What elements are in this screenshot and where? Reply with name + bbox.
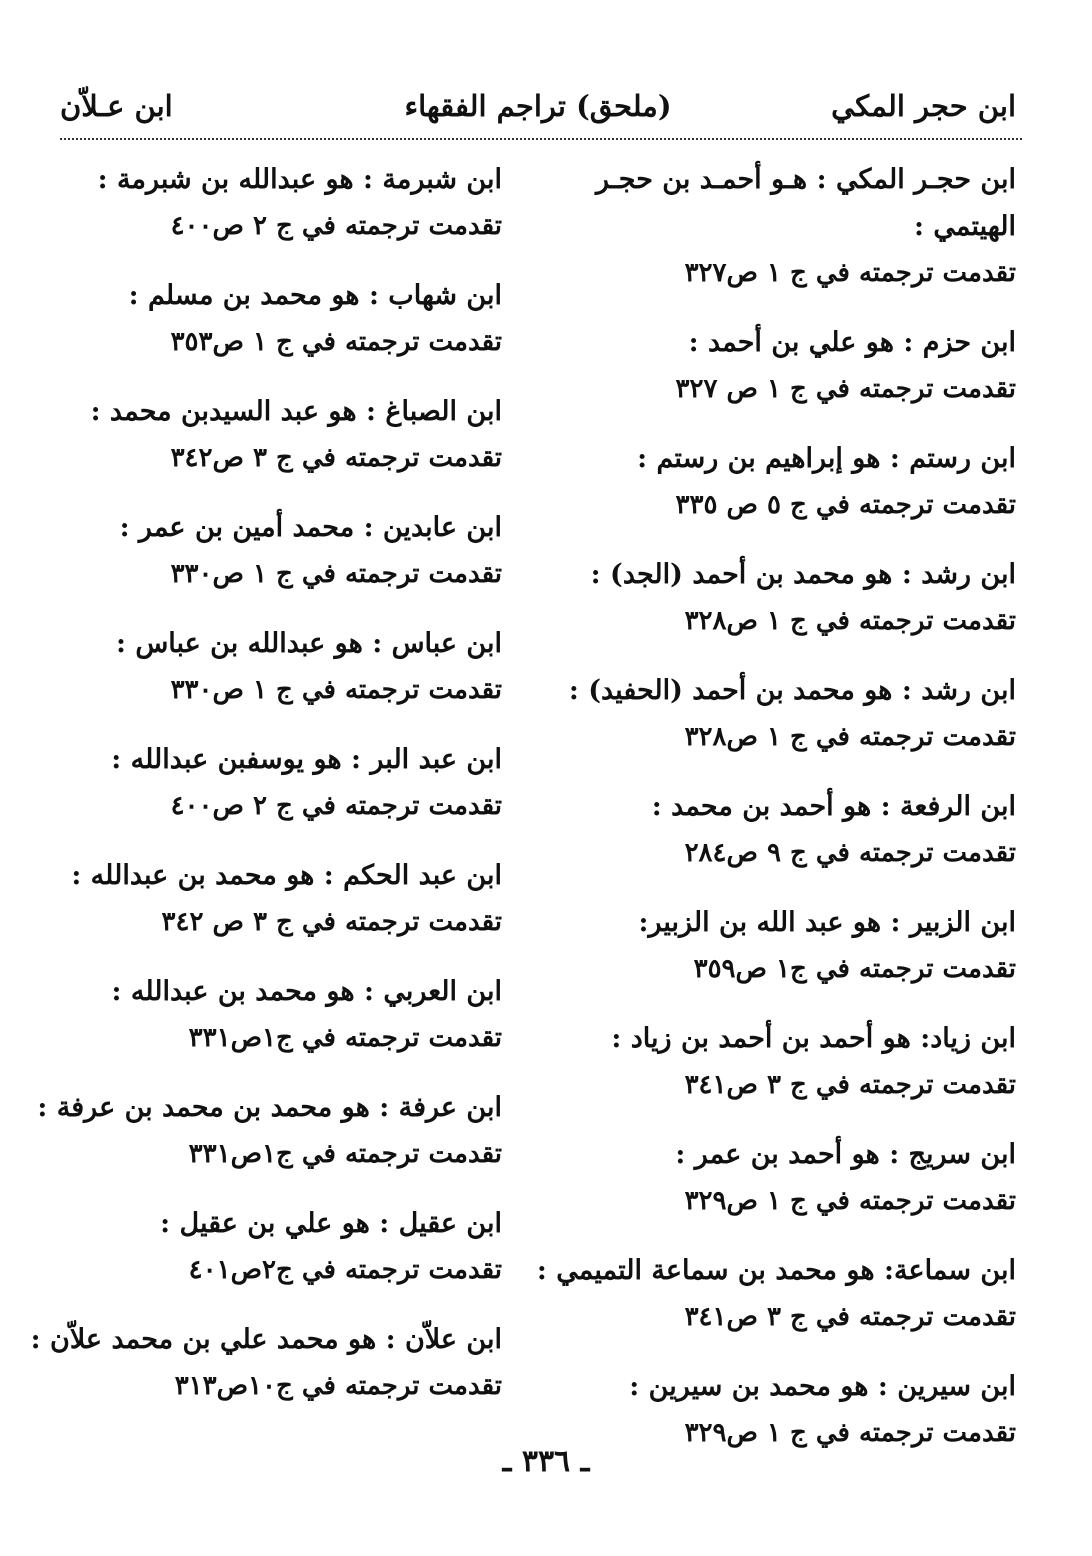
entry-desc: هو محمد بن مسلم : [128, 280, 360, 311]
entry-reference: تقدمت ترجمته في ج ٣ ص٣٤١ [684, 1302, 1016, 1332]
entry-name: ابن رشد : [901, 559, 1016, 590]
entry-reference: تقدمت ترجمته في ج١٠ص٣١٣ [174, 1371, 502, 1401]
entry-reference: تقدمت ترجمته في ج١ص٣٣١ [188, 1023, 502, 1053]
entry-desc: هو عبد الله بن الزبير: [638, 907, 882, 938]
entry-ibn-al-rifah [570, 783, 1016, 877]
entry-reference: تقدمت ترجمته في ج ١ ص ٣٢٧ [675, 374, 1016, 404]
entry-reference: تقدمت ترجمته في ج٢ص٤٠١ [188, 1255, 502, 1285]
entry-desc: هو محمد بن عبدالله : [71, 860, 315, 891]
entry-desc: هـو أحمـد بن حجـر [595, 164, 808, 195]
entry-reference: تقدمت ترجمته في ج ٢ ص٤٠٠ [170, 211, 502, 241]
entry-reference: تقدمت ترجمته في ج ٣ ص٣٤٢ [170, 443, 502, 473]
page-number: ـ ٣٣٦ ـ [502, 1444, 590, 1479]
entry-ibn-hazm [570, 319, 1016, 413]
entry-desc: هو علي بن أحمد : [688, 327, 894, 358]
entry-ibn-shubruma [62, 156, 502, 250]
entry-name: ابن سريج : [889, 1139, 1016, 1170]
entry-name: ابن رشد : [901, 675, 1016, 706]
entry-desc: هو عبدالله بن عباس : [115, 628, 363, 659]
entry-name: ابن الرفعة : [880, 791, 1016, 822]
entry-name: ابن عقيل : [379, 1208, 502, 1239]
entry-reference: تقدمت ترجمته في ج ٥ ص ٣٣٥ [675, 490, 1016, 520]
entry-ibn-abd-al-hakam [62, 852, 502, 946]
entry-desc: هو يوسفبن عبدالله : [111, 744, 342, 775]
entry-desc: هو محمد بن أحمد (الحفيد) : [568, 675, 893, 706]
entry-ibn-rustam [570, 435, 1016, 529]
entry-name: ابن رستم : [889, 443, 1016, 474]
entry-reference: تقدمت ترجمته في ج ١ ص٣٣٠ [170, 675, 502, 705]
entry-desc: هو محمد بن سماعة التميمي : [536, 1255, 875, 1286]
entry-desc: هو أحمد بن أحمد بن زياد : [611, 1023, 911, 1054]
entry-ibn-rushd-grandson [570, 667, 1016, 761]
entry-name: ابن شبرمة : [363, 164, 502, 195]
entry-ibn-sirin [570, 1363, 1016, 1457]
entry-desc: هو محمد بن محمد بن عرفة : [37, 1092, 370, 1123]
entry-reference: تقدمت ترجمته في ج ١ ص٣٢٩ [684, 1418, 1016, 1448]
page-header [60, 84, 1016, 128]
entry-desc: هو علي بن عقيل : [160, 1208, 370, 1239]
entry-name: ابن سيرين : [877, 1371, 1016, 1402]
entry-name: ابن شهاب : [368, 280, 502, 311]
entry-reference: تقدمت ترجمته في ج ١ ص٣٢٨ [684, 722, 1016, 752]
entry-reference: تقدمت ترجمته في ج ١ ص٣٢٩ [684, 1186, 1016, 1216]
entry-desc: هو إبراهيم بن رستم : [637, 443, 881, 474]
entry-name: ابن عابدين : [363, 512, 502, 543]
entry-name: ابن حجـر المكي : [816, 164, 1016, 195]
entry-ibn-aqil [62, 1200, 502, 1294]
entry-ibn-hajar [570, 156, 1016, 297]
entry-reference: تقدمت ترجمته في ج١ ص٣٥٩ [693, 954, 1016, 984]
entry-reference: تقدمت ترجمته في ج ١ ص٣٣٠ [170, 559, 502, 589]
entry-desc: هو محمد بن عبدالله : [111, 976, 355, 1007]
entry-reference: تقدمت ترجمته في ج ١ ص٣٥٣ [170, 327, 502, 357]
entry-ibn-abbas [62, 620, 502, 714]
entry-desc: محمد أمين بن عمر : [119, 512, 355, 543]
entry-desc: هو محمد علي بن محمد علاّن : [30, 1324, 377, 1355]
entry-ibn-al-arabi [62, 968, 502, 1062]
entry-reference: تقدمت ترجمته في ج ٩ ص٢٨٤ [684, 838, 1016, 868]
entry-name: ابن عرفة : [379, 1092, 502, 1123]
entry-desc: هو عبدالله بن شبرمة : [97, 164, 354, 195]
entry-name: ابن حزم : [903, 327, 1016, 358]
entry-name: ابن عبد البر : [351, 744, 502, 775]
entry-reference: تقدمت ترجمته في ج ٣ ص ٣٤٢ [161, 907, 502, 937]
entry-name: ابن الزبير : [890, 907, 1016, 938]
entry-name: ابن العربي : [363, 976, 502, 1007]
entry-ibn-al-zubayr [570, 899, 1016, 993]
entry-desc: هو عبد السيدبن محمد : [90, 396, 357, 427]
entry-desc: هو أحمد بن محمد : [651, 791, 872, 822]
entry-ibn-surayj [570, 1131, 1016, 1225]
entry-ibn-rushd-grandfather [570, 551, 1016, 645]
entry-ibn-abd-al-barr [62, 736, 502, 830]
entry-name: ابن عبد الحكم : [323, 860, 502, 891]
entry-reference: تقدمت ترجمته في ج ١ ص٣٢٧ [684, 258, 1016, 288]
entry-name: ابن علاّن : [385, 1324, 502, 1355]
entry-reference: تقدمت ترجمته في ج ٣ ص٣٤١ [684, 1070, 1016, 1100]
entry-ibn-allan [30, 1316, 502, 1410]
entry-desc-continued: الهيتمي : [914, 211, 1016, 242]
entry-name: ابن الصباغ : [366, 396, 502, 427]
entry-desc: هو محمد بن سيرين : [629, 1371, 869, 1402]
left-column [30, 156, 502, 1432]
entry-name: ابن سماعة: [884, 1255, 1016, 1286]
entry-ibn-arafa [37, 1084, 502, 1178]
entry-ibn-shihab [62, 272, 502, 366]
entry-desc: هو أحمد بن عمر : [675, 1139, 880, 1170]
entry-desc: هو محمد بن أحمد (الجد) : [590, 559, 893, 590]
entry-ibn-abidin [62, 504, 502, 598]
header-center-title: (ملحق) تراجم الفقهاء [404, 89, 672, 123]
header-left-title: ابن عـلاّن [60, 89, 173, 123]
entry-reference: تقدمت ترجمته في ج١ص٣٣١ [188, 1139, 502, 1169]
entry-ibn-samaah [536, 1247, 1016, 1341]
entry-ibn-al-sabbagh [62, 388, 502, 482]
entry-name: ابن زياد: [920, 1023, 1016, 1054]
header-dotted-rule [60, 138, 1022, 140]
entry-reference: تقدمت ترجمته في ج ١ ص٣٢٨ [684, 606, 1016, 636]
header-right-title: ابن حجر المكي [831, 89, 1016, 123]
entry-ibn-ziyad [570, 1015, 1016, 1109]
entry-reference: تقدمت ترجمته في ج ٢ ص٤٠٠ [170, 791, 502, 821]
entry-name: ابن عباس : [372, 628, 502, 659]
